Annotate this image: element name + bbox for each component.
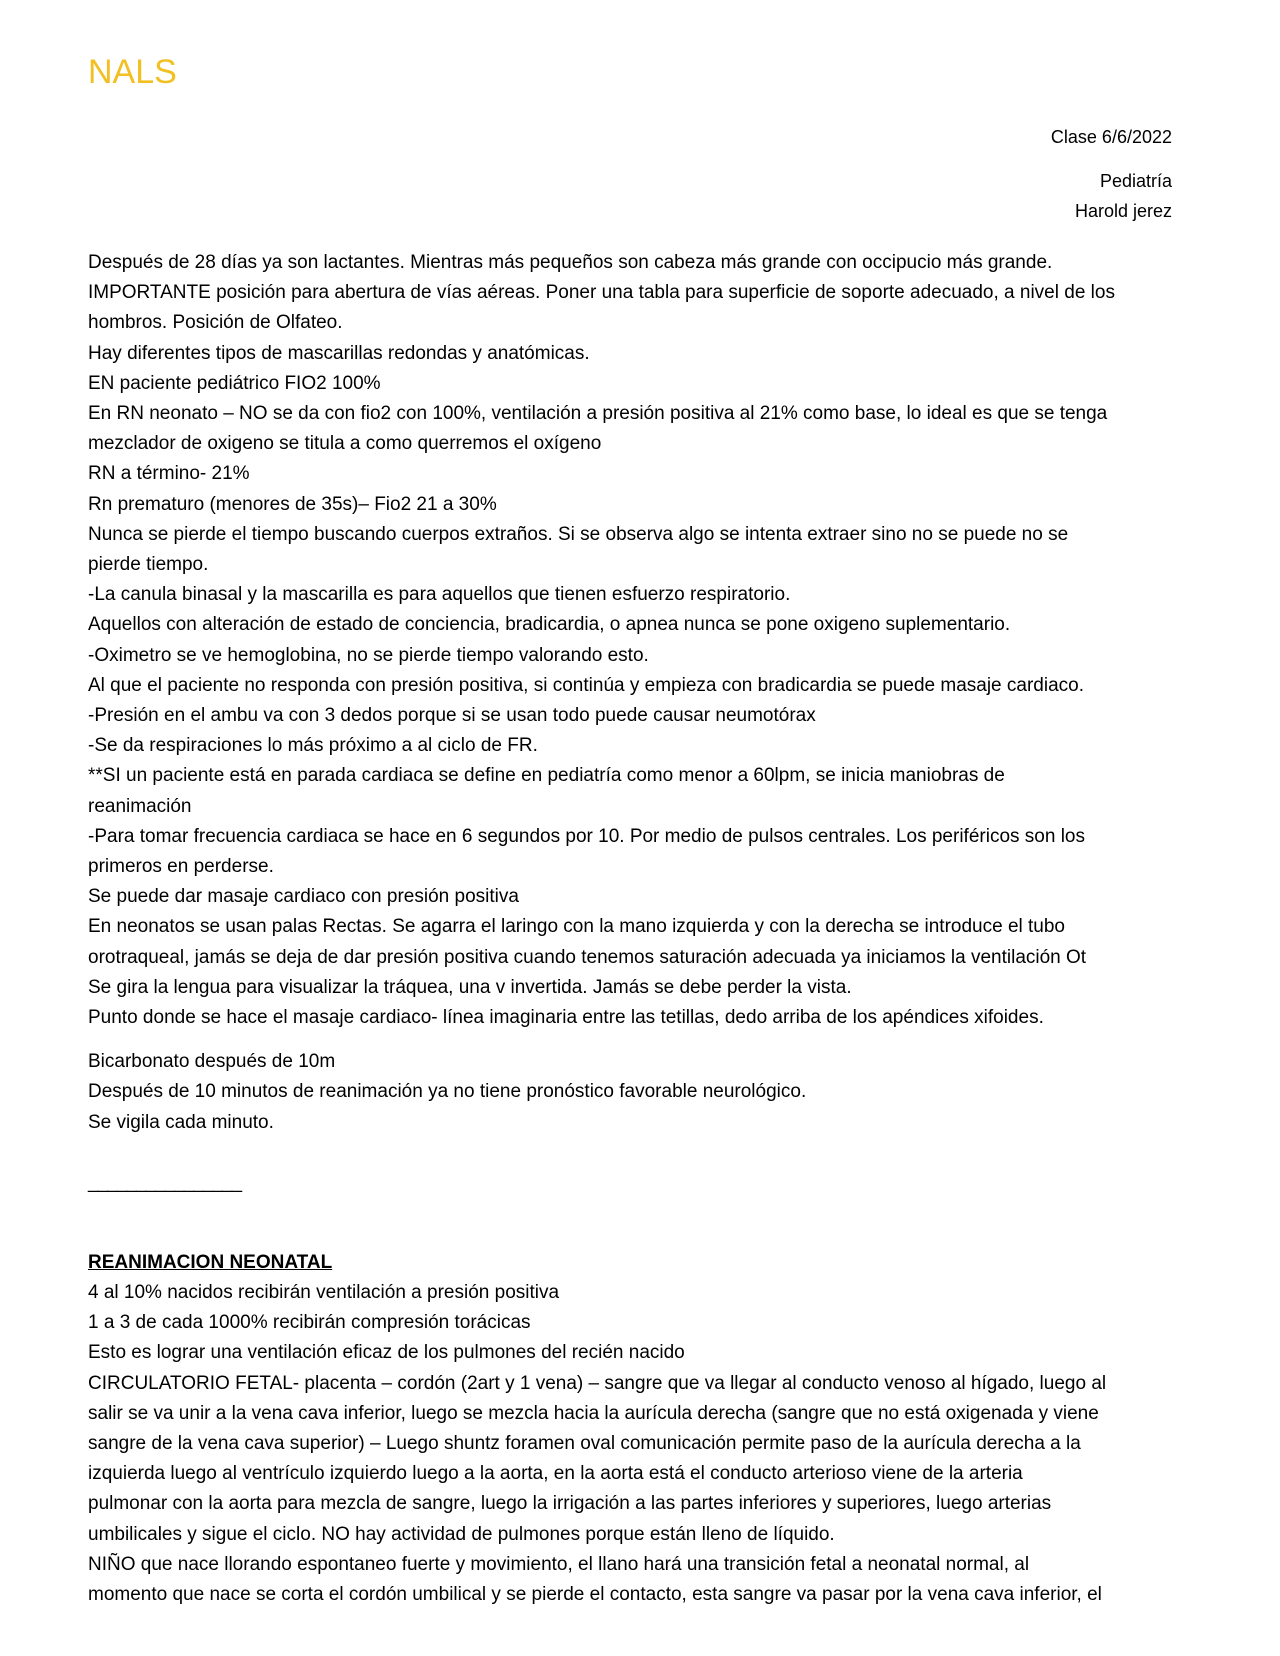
text-line: EN paciente pediátrico FIO2 100% [88, 372, 381, 394]
text-line: NIÑO que nace llorando espontaneo fuerte y movimiento, el llano hará una transición fetal a neonatal normal, al [88, 1553, 1030, 1575]
text-line: -Se da respiraciones lo más próximo a al ciclo de FR. [88, 735, 538, 757]
text-line: **SI un paciente está en parada cardiaca se define en pediatría como menor a 60lpm, se inicia maniobras de [88, 765, 1005, 787]
text-line: pulmonar con la aorta para mezcla de sangre, luego la irrigación a las partes inferiores y superiores, luego arterias [88, 1493, 1052, 1515]
text-line: momento que nace se corta el cordón umbilical y se pierde el contacto, esta sangre va pasar por la vena cava inferior, el [88, 1583, 1102, 1605]
text-line: sangre de la vena cava superior) – Luego shuntz foramen oval comunicación permite paso de la aurícula derecha a la [88, 1432, 1081, 1454]
text-line: 1 a 3 de cada 1000% recibirán compresión torácicas [88, 1312, 531, 1334]
text-line: En neonatos se usan palas Rectas. Se agarra el laringo con la mano izquierda y con la derecha se introduce el tubo [88, 916, 1065, 938]
document-title: NALS [88, 53, 177, 91]
text-line: salir se va unir a la vena cava inferior, luego se mezcla hacia la aurícula derecha (sangre que no está oxigenada y viene [88, 1402, 1099, 1424]
text-line: En RN neonato – NO se da con fio2 con 100%, ventilación a presión positiva al 21% como base, lo ideal es que se tenga [88, 403, 1108, 425]
document-meta [88, 122, 1172, 226]
text-line: -Oximetro se ve hemoglobina, no se pierde tiempo valorando esto. [88, 644, 649, 666]
text-line: 4 al 10% nacidos recibirán ventilación a presión positiva [88, 1281, 560, 1303]
text-line: hombros. Posición de Olfateo. [88, 312, 343, 334]
text-line: Se gira la lengua para visualizar la tráquea, una v invertida. Jamás se debe perder la vista. [88, 976, 852, 998]
text-line: Esto es lograr una ventilación eficaz de los pulmones del recién nacido [88, 1342, 685, 1364]
text-line: Se vigila cada minuto. [88, 1111, 274, 1133]
text-line: Bicarbonato después de 10m [88, 1051, 336, 1073]
section-heading: REANIMACION NEONATAL [88, 1251, 333, 1273]
text-line: orotraqueal, jamás se deja de dar presión positiva cuando tenemos saturación adecuada ya iniciamos la ventilación Ot [88, 946, 1087, 968]
text-line: pierde tiempo. [88, 554, 209, 576]
text-line: Rn prematuro (menores de 35s)– Fio2 21 a 30% [88, 493, 497, 515]
notes-block-1 [88, 248, 1172, 1033]
text-line: umbilicales y sigue el ciclo. NO hay actividad de pulmones porque están lleno de líquido. [88, 1523, 835, 1545]
paragraph-gap [88, 1033, 1172, 1047]
teacher-name: Harold jerez [1074, 201, 1172, 221]
text-line: RN a término- 21% [88, 463, 250, 485]
text-line: IMPORTANTE posición para abertura de vías aéreas. Poner una tabla para superficie de soporte adecuado, a nivel de los [88, 282, 1115, 304]
text-line: primeros en perderse. [88, 856, 274, 878]
text-line: -Presión en el ambu va con 3 dedos porque si se usan todo puede causar neumotórax [88, 705, 816, 727]
section-body [88, 1278, 1172, 1610]
text-line: reanimación [88, 795, 192, 817]
text-line: Se puede dar masaje cardiaco con presión positiva [88, 886, 519, 908]
text-line: Nunca se pierde el tiempo buscando cuerpos extraños. Si se observa algo se intenta extraer sino no se puede no se [88, 523, 1069, 545]
separator-line: ________________ [88, 1171, 242, 1193]
text-line: Punto donde se hace el masaje cardiaco- línea imaginaria entre las tetillas, dedo arriba de los apéndices xifoides. [88, 1007, 1044, 1029]
text-line: CIRCULATORIO FETAL- placenta – cordón (2art y 1 vena) – sangre que va llegar al conducto venoso al hígado, luego al [88, 1372, 1107, 1394]
text-line: Hay diferentes tipos de mascarillas redondas y anatómicas. [88, 342, 590, 364]
subject-name: Pediatría [1099, 171, 1172, 191]
text-line: -La canula binasal y la mascarilla es para aquellos que tienen esfuerzo respiratorio. [88, 584, 791, 606]
text-line: izquierda luego al ventrículo izquierdo luego a la aorta, en la aorta está el conducto arterioso viene de la arteria [88, 1463, 1023, 1485]
class-date: Clase 6/6/2022 [1050, 127, 1172, 147]
notes-block-2 [88, 1047, 1172, 1138]
text-line: Al que el paciente no responda con presión positiva, si continúa y empieza con bradicardia se puede masaje cardiaco. [88, 674, 1084, 696]
text-line: -Para tomar frecuencia cardiaca se hace en 6 segundos por 10. Por medio de pulsos centrales. Los periféricos son los [88, 825, 1085, 847]
text-line: Después de 28 días ya son lactantes. Mientras más pequeños son cabeza más grande con occipucio más grande. [88, 252, 1053, 273]
text-line: Aquellos con alteración de estado de conciencia, bradicardia, o apnea nunca se pone oxigeno suplementario. [88, 614, 1011, 636]
text-line: Después de 10 minutos de reanimación ya no tiene pronóstico favorable neurológico. [88, 1081, 807, 1103]
text-line: mezclador de oxigeno se titula a como querremos el oxígeno [88, 433, 602, 455]
